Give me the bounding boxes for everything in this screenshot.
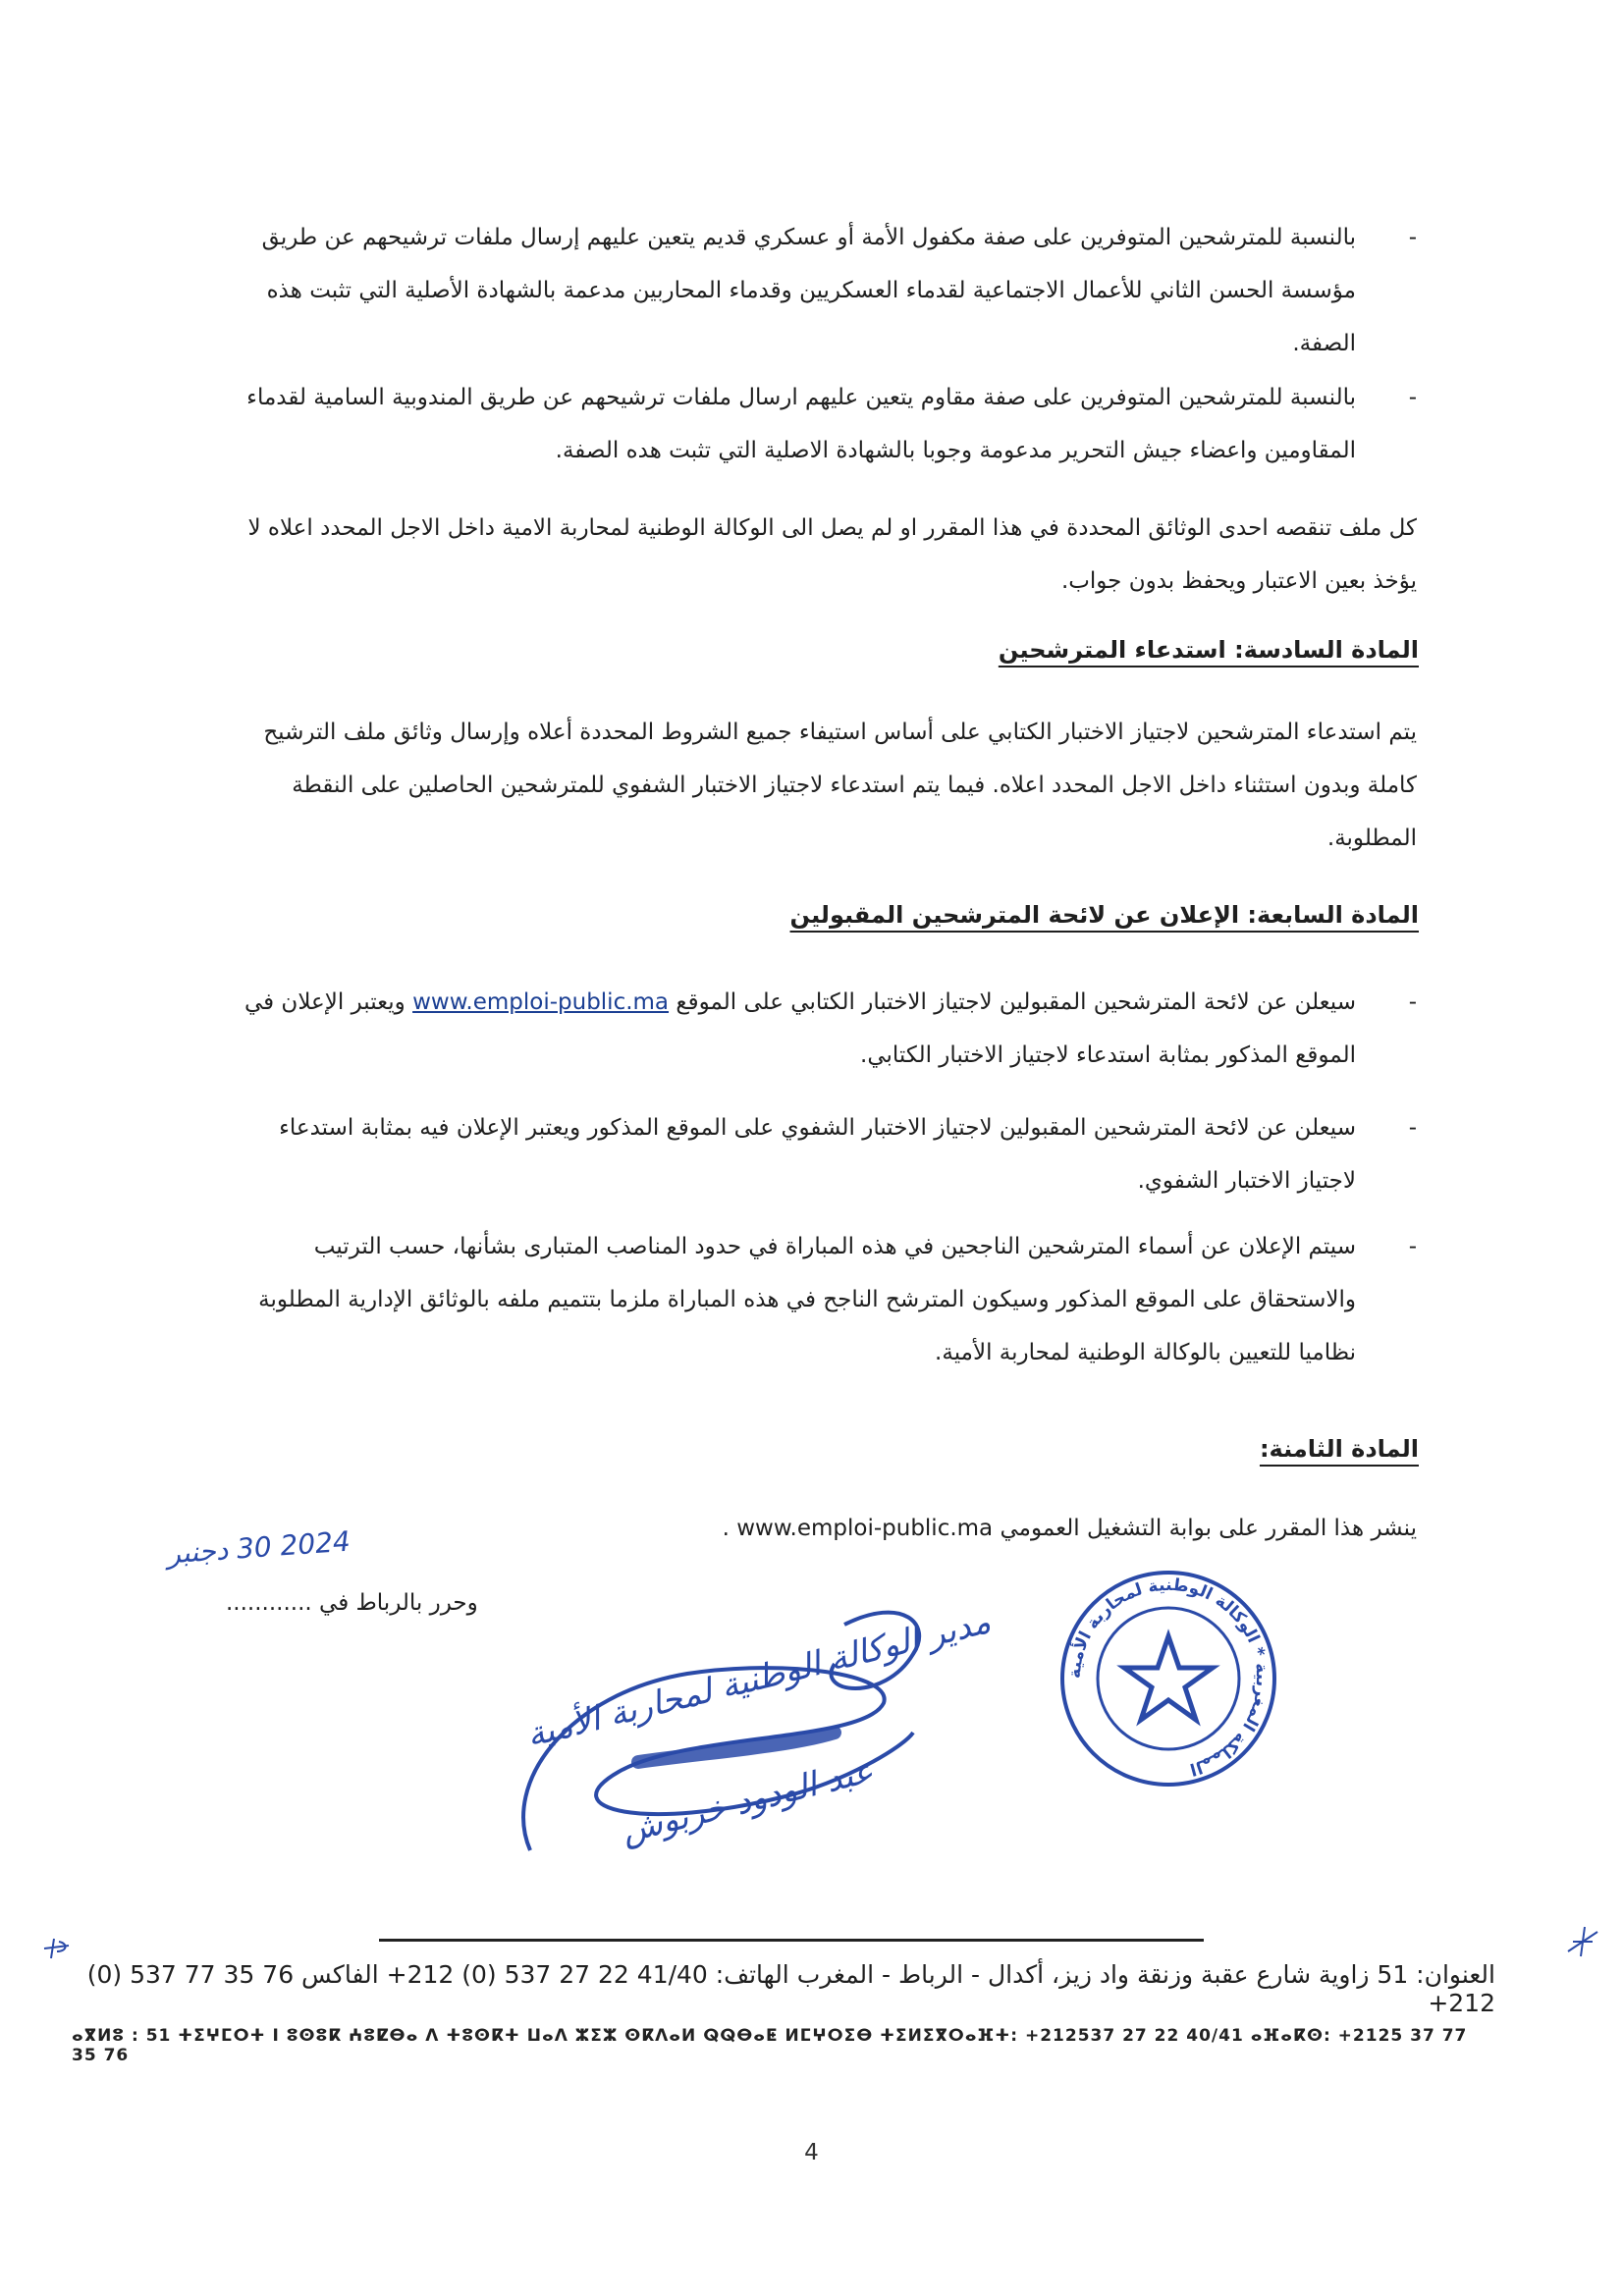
bullet-results — [214, 1220, 1417, 1379]
bullet-results-text: سيتم الإعلان عن أسماء المترشحين الناجحين في هذه المباراة في حدود المناصب المتبارى بشأنها، حسب الترتيب والاستحقاق على الموقع المذكور وسيكون المترشح الناجح في هذه المباراة ملزما بتتميم ملفه بالوثائق الإدارية المطلوبة نظاميا للتعيين بالوكالة الوطنية لمحاربة الأمية. — [258, 1234, 1356, 1365]
bullet-dash: - — [1408, 989, 1417, 1015]
bullet-oral-exam-text: سيعلن عن لائحة المترشحين المقبولين لاجتياز الاختبار الشفوي على الموقع المذكور ويعتبر الإعلان فيه بمثابة استدعاء لاجتياز الاختبار الشفوي. — [279, 1115, 1356, 1194]
margin-initial-right — [1563, 1922, 1602, 1961]
signature-name: عبد الودود خربوش — [618, 1750, 878, 1852]
bullet-written-exam-text-1: سيعلن عن لائحة المترشحين المقبولين لاجتياز الاختبار الكتابي على الموقع — [669, 989, 1356, 1015]
footer-address-tifinagh: ⴰⴳⵍⵓ : 51 ⵜⵉⵖⵎⵔⵜ ⵏ ⵓⵙⵓⴽ ⵄⵓⵇⴱⴰ ⴷ ⵜⵓⵙⴽⵜ ⵡⴰⴷ ⵣⵉⵣ ⵙⴽⴷⴰⵍ ⵕⵕⴱⴰⵟ ⵍⵎⵖⵔⵉⴱ ⵜⵉⵍⵉⴳⵔⴰⴼⵜ: +212537 27 22 40/41 ⴰⴼⴰⴽⵙ: +2125 37 77 35 76 — [72, 2026, 1468, 2065]
margin-initial-left — [39, 1934, 79, 1963]
bullet-written-exam-text-2: ويعتبر الإعلان في الموقع المذكور بمثابة استدعاء لاجتياز الاختبار الكتابي. — [243, 989, 1356, 1068]
incomplete-file-note: كل ملف تنقصه احدى الوثائق المحددة في هذا المقرر او لم يصل الى الوكالة الوطنية لمحاربة الامية داخل الاجل المحدد اعلاه لا يؤخذ بعين الاعتبار ويحفظ بدون جواب. — [247, 515, 1417, 594]
handwritten-date: 2024 30 دجنبر — [166, 1524, 352, 1571]
article-8-heading: المادة الثامنة: — [1259, 1435, 1419, 1463]
emploi-public-link[interactable]: www.emploi-public.ma — [412, 989, 670, 1015]
bullet-oral-exam — [214, 1101, 1417, 1207]
article-7-heading: المادة السابعة: الإعلان عن لائحة المترشحين المقبولين — [789, 901, 1419, 929]
official-seal — [1055, 1566, 1281, 1791]
article-6-body: يتم استدعاء المترشحين لاجتياز الاختبار الكتابي على أساس استيفاء جميع الشروط المحددة أعلاه وإرسال وثائق ملف الترشيح كاملة وبدون استثناء داخل الاجل المحدد اعلاه. فيما يتم استدعاء لاجتياز الاختبار الشفوي للمترشحين الحاصلين على النقطة المطلوبة. — [263, 720, 1417, 851]
bullet-dash: - — [1408, 1115, 1417, 1141]
bullet-dash: - — [1408, 385, 1417, 410]
bullet-veterans — [214, 211, 1417, 370]
bullet-dash: - — [1408, 1234, 1417, 1259]
bullet-veterans-text: بالنسبة للمترشحين المتوفرين على صفة مكفول الأمة أو عسكري قديم يتعين عليهم إرسال ملفات ترشيحهم عن طريق مؤسسة الحسن الثاني للأعمال الاجتماعية لقدماء العسكريين وقدماء المحاربين مدعمة بالشهادة الأصلية التي تثبت هذه الصفة. — [261, 225, 1356, 356]
page-number: 4 — [804, 2140, 819, 2165]
bullet-resistance — [214, 371, 1417, 477]
article-6-heading: المادة السادسة: استدعاء المترشحين — [998, 636, 1419, 664]
bullet-written-exam — [214, 976, 1417, 1082]
bullet-resistance-text: بالنسبة للمترشحين المتوفرين على صفة مقاوم يتعين عليهم ارسال ملفات ترشيحهم عن طريق المندوبية السامية لقدماء المقاومين واعضاء جيش التحرير مدعومة وجوبا بالشهادة الاصلية التي تثبت هده الصفة. — [246, 385, 1356, 463]
footer-divider — [379, 1939, 1204, 1942]
seal-text: المملكة المغربية * الوكالة الوطنية لمحاربة الأمية — [1064, 1575, 1272, 1780]
footer-address-arabic: العنوان: 51 زاوية شارع عقبة وزنقة واد زيز، أكدال - الرباط - المغرب الهاتف: 41/40 22 27 537 (0) 212+ الفاكس 76 35 77 537 (0) 212+ — [86, 1960, 1495, 2017]
article-8-body: ينشر هذا المقرر على بوابة التشغيل العمومي www.emploi-public.ma . — [722, 1516, 1417, 1541]
place-date-label: وحرر بالرباط في ............ — [226, 1590, 478, 1616]
signature-title: مدير الوكالة الوطنية لمحاربة الأمية — [522, 1601, 995, 1756]
bullet-dash: - — [1408, 225, 1417, 250]
